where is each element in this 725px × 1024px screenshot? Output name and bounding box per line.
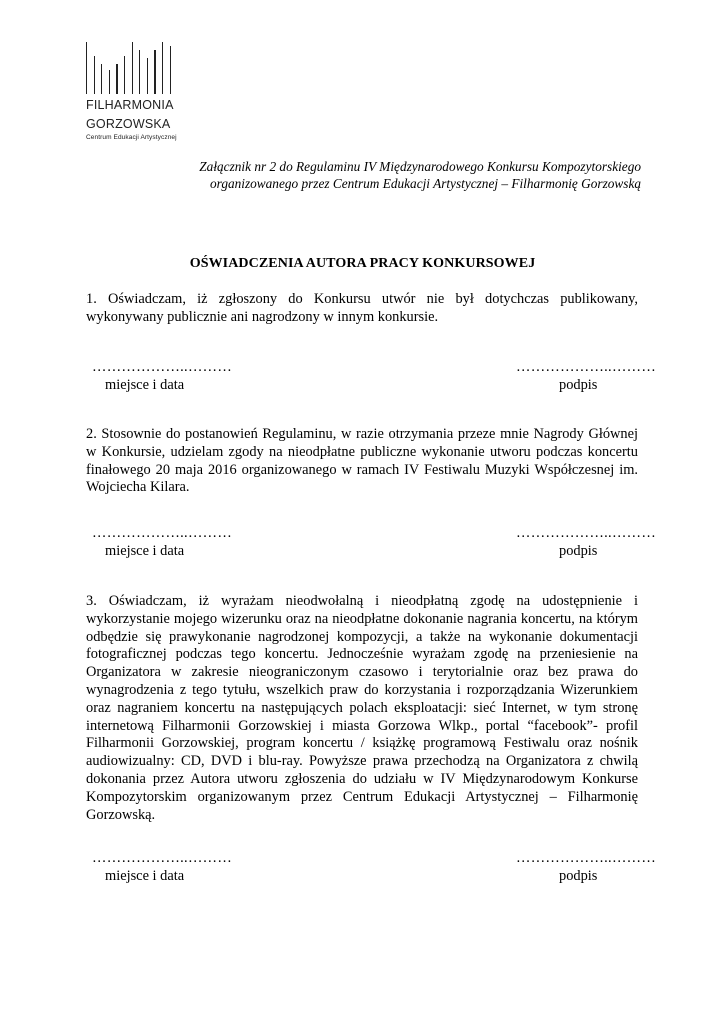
signature-field-1 — [516, 359, 656, 395]
logo-bar — [170, 46, 171, 94]
document-title: OŚWIADCZENIA AUTORA PRACY KONKURSOWEJ — [189, 256, 536, 271]
dotted-line: ………………..……… — [516, 850, 657, 866]
place-date-label: miejsce i data — [105, 542, 185, 559]
signature-label: podpis — [559, 867, 598, 884]
place-date-field-2 — [92, 525, 232, 561]
annex-line-2: organizowanego przez Centrum Edukacji Artystycznej – Filharmonię Gorzowską — [209, 176, 641, 191]
place-date-field-3 — [92, 850, 232, 886]
signature-label: podpis — [559, 542, 598, 559]
signature-label: podpis — [559, 376, 598, 393]
logo-name-line1: FILHARMONIA — [86, 98, 174, 112]
logo-bar — [162, 42, 163, 94]
place-date-label: miejsce i data — [105, 867, 185, 884]
logo-bar — [116, 64, 117, 94]
logo-bar — [139, 50, 140, 94]
logo-name-line2: GORZOWSKA — [86, 117, 171, 131]
annex-line-1: Załącznik nr 2 do Regulaminu IV Międzynarodowego Konkursu Kompozytorskiego — [199, 159, 641, 174]
logo-bar — [94, 56, 95, 94]
signature-field-2 — [516, 525, 656, 561]
logo-bar — [86, 42, 87, 94]
logo-bar — [109, 70, 110, 94]
place-date-field-1 — [92, 359, 232, 395]
statement-3: 3. Oświadczam, iż wyrażam nieodwołalną i nieodpłatną zgodę na udostępnienie i wykorzystanie mojego wizerunku oraz na nieodpłatne dokonanie nagrania koncertu, na którym odbędzie się prawykonanie nagrodzonej kompozycji, a także na wykonanie dokumentacji fotograficznej podczas tego koncertu. Jednocześnie wyrażam zgodę na przeniesienie na Organizatora w zakresie nieograniczonym czasowo i terytorialnie oraz bez prawa do wynagrodzenia z tego tytułu, wszelkich praw do korzystania i rozporządzania Wizerunkiem oraz nagraniem koncertu na następujących polach eksploatacji: sieć Internet, w tym stronę internetową Filharmonii Gorzowskiej i miasta Gorzowa Wlkp., portal “facebook”- profil Filharmonii Gorzowskiej, program koncertu / książkę programową Festiwalu oraz nośnik audiowizualny: CD, DVD i blu-ray. Powyższe prawa przechodzą na Organizatora z chwilą dokonania przez Autora utworu zgłoszenia do udziału w IV Międzynarodowym Konkurse Kompozytorskim organizowanym przez Centrum Edukacji Artystycznej – Filharmonię Gorzowską. — [86, 593, 638, 823]
dotted-line: ………………..……… — [92, 850, 233, 866]
dotted-line: ………………..……… — [92, 525, 233, 541]
logo-bar — [124, 56, 125, 94]
dotted-line: ………………..……… — [516, 525, 657, 541]
dotted-line: ………………..……… — [92, 359, 233, 375]
place-date-label: miejsce i data — [105, 376, 185, 393]
filharmonia-logo — [86, 42, 206, 141]
logo-bar — [147, 58, 148, 94]
logo-bar — [132, 42, 133, 94]
logo-bar — [154, 50, 155, 94]
logo-bar — [101, 64, 102, 94]
logo-subtitle: Centrum Edukacji Artystycznej — [86, 134, 177, 141]
statement-2: 2. Stosownie do postanowień Regulaminu, w razie otrzymania przeze mnie Nagrody Głównej w Konkursie, udzielam zgody na nieodpłatne publiczne wykonanie utworu podczas koncertu finałowego 20 maja 2016 organizowanego w ramach IV Festiwalu Muzyki Współczesnej im. Wojciecha Kilara. — [86, 426, 638, 496]
dotted-line: ………………..……… — [516, 359, 657, 375]
logo-bars-graphic — [86, 42, 186, 94]
statement-1: 1. Oświadczam, iż zgłoszony do Konkursu utwór nie był dotychczas publikowany, wykonywany publicznie ani nagrodzony w innym konkursie. — [86, 291, 638, 325]
annex-note — [121, 158, 641, 192]
signature-field-3 — [516, 850, 656, 886]
